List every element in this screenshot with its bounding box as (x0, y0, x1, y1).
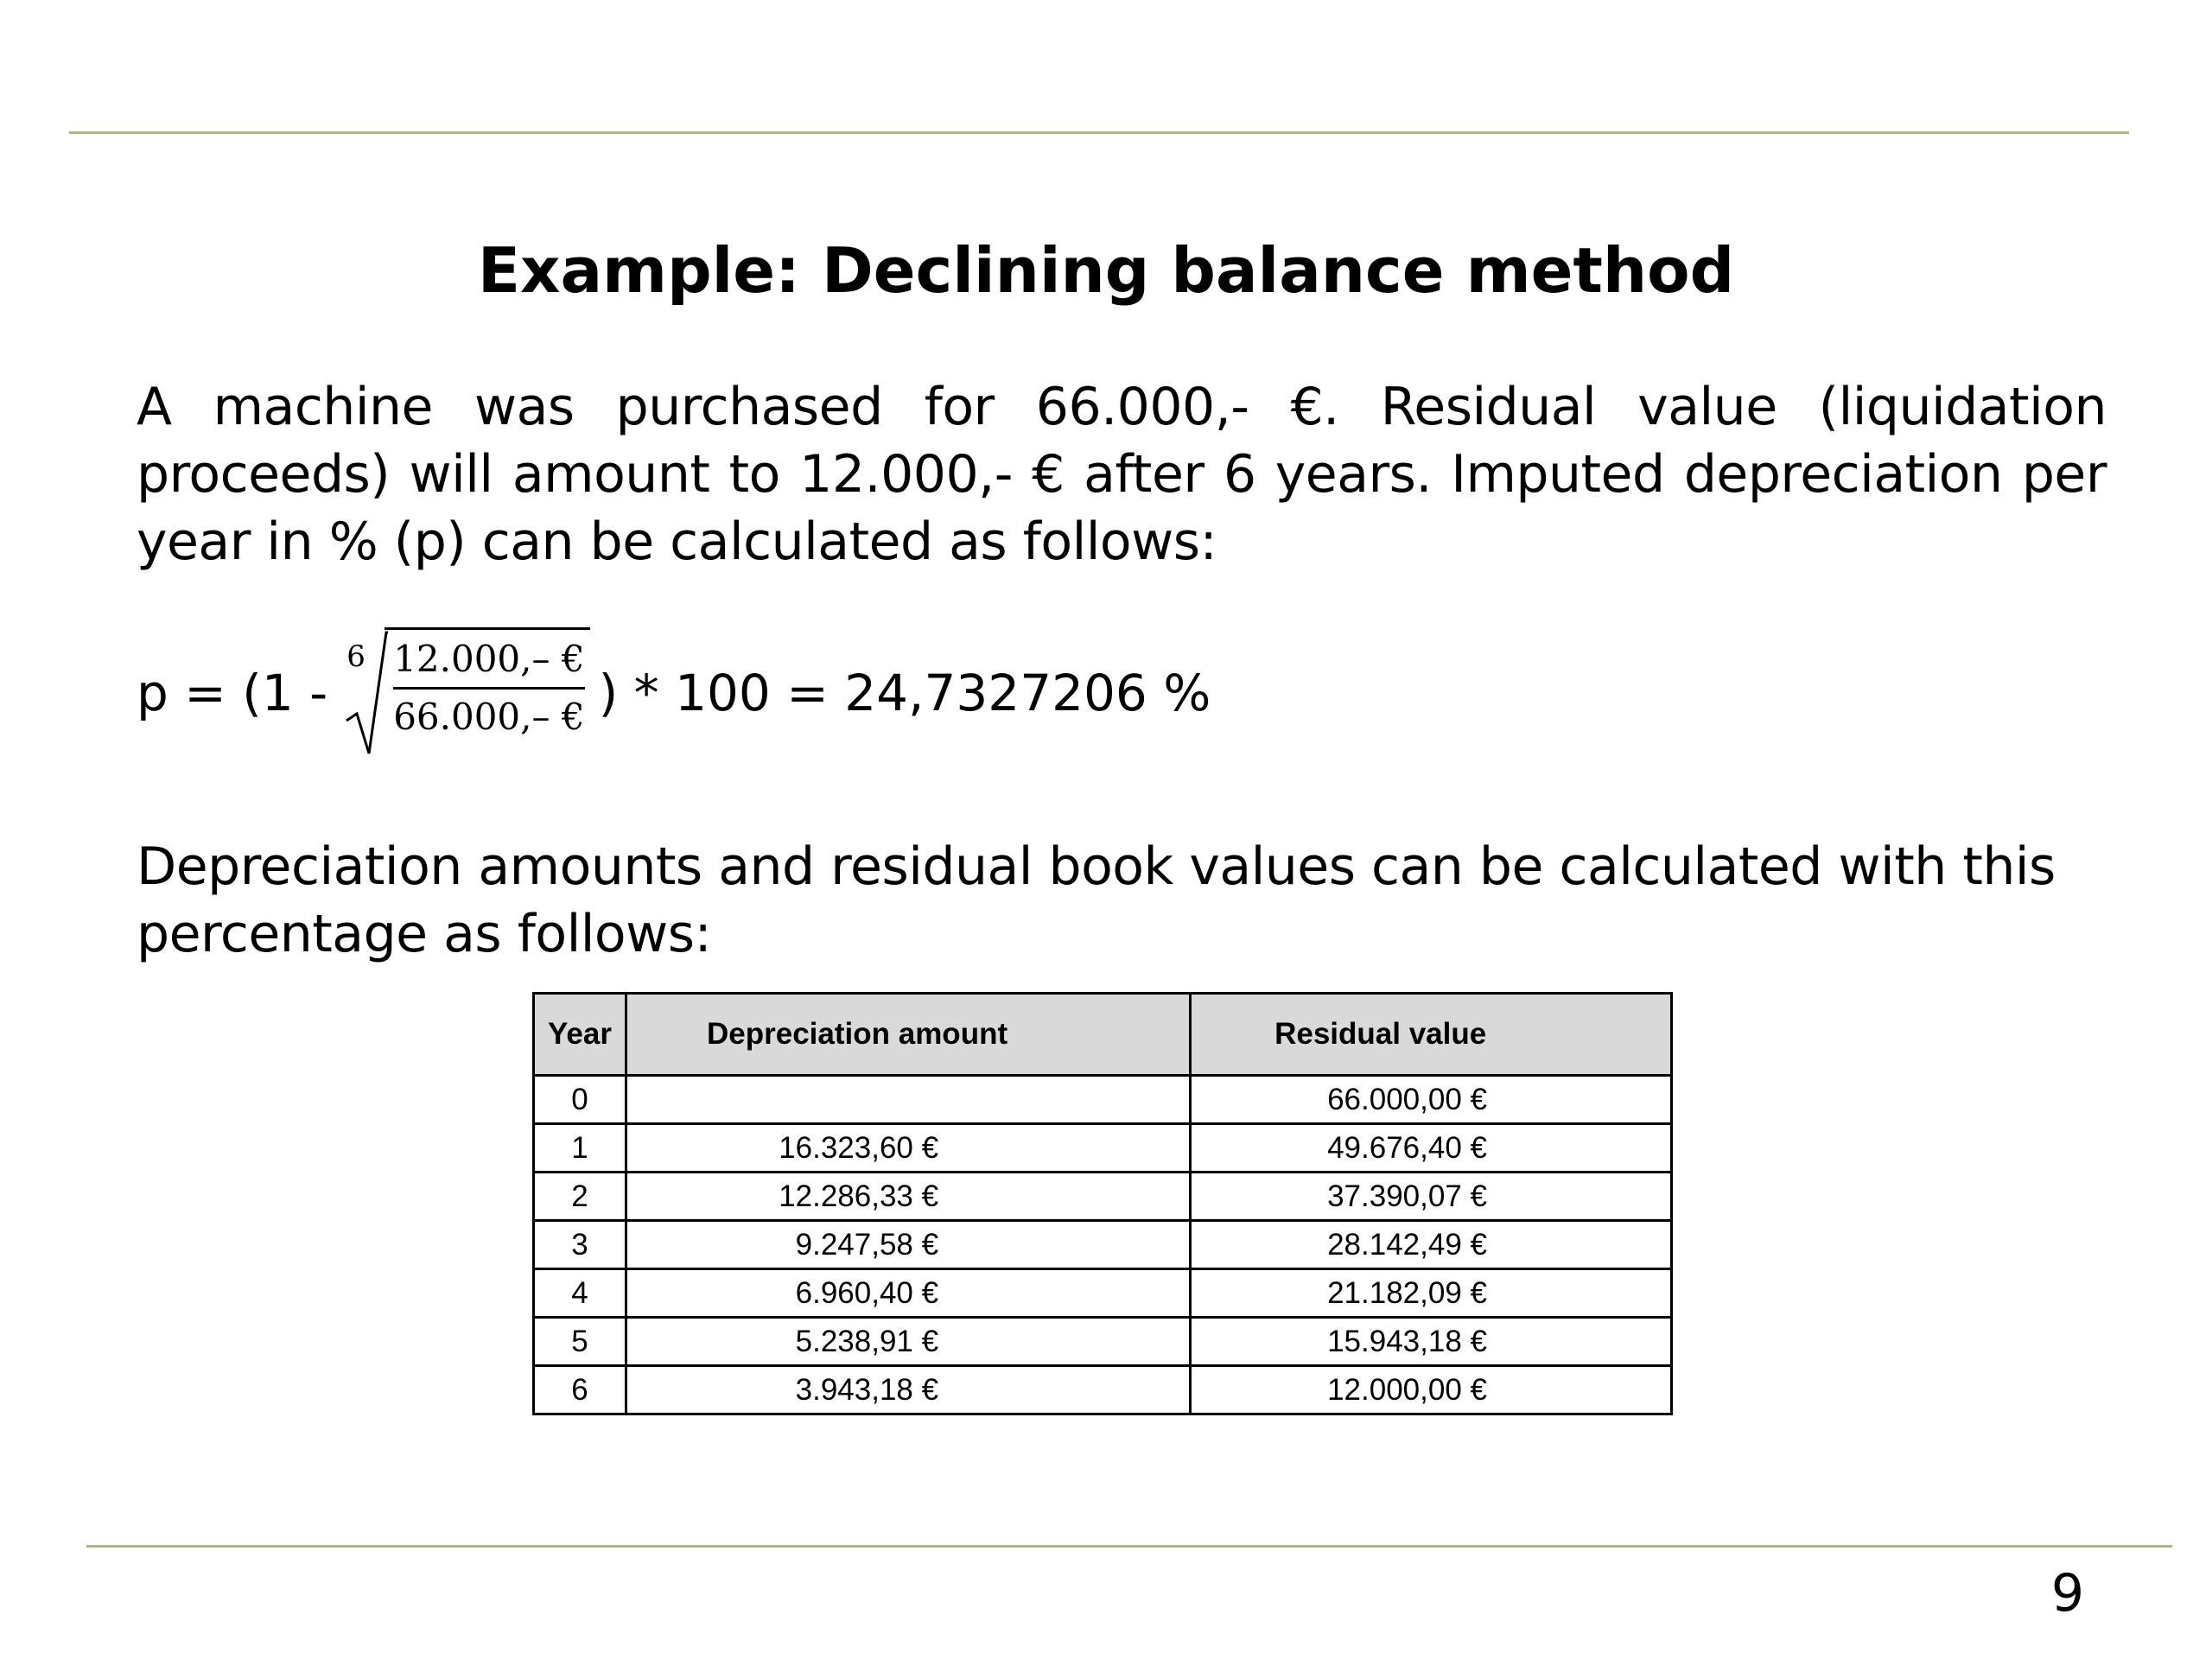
slide-title: Example: Declining balance method (477, 234, 1735, 307)
cell-year: 5 (534, 1318, 626, 1366)
cell-depreciation: 9.247,58 € (626, 1221, 1191, 1269)
cell-year: 4 (534, 1269, 626, 1318)
root-index: 6 (346, 639, 365, 674)
table-row (534, 1221, 1672, 1269)
cell-residual: 12.000,00 € (1191, 1366, 1672, 1414)
radicand-fraction (385, 627, 589, 741)
header-depreciation-amount: Depreciation amount (626, 994, 1191, 1076)
cell-depreciation: 12.286,33 € (626, 1173, 1191, 1221)
cell-residual: 28.142,49 € (1191, 1221, 1672, 1269)
table-header-row (534, 994, 1672, 1076)
table-row (534, 1366, 1672, 1414)
cell-residual: 15.943,18 € (1191, 1318, 1672, 1366)
cell-depreciation (626, 1076, 1191, 1124)
top-divider (69, 131, 2129, 134)
intro-paragraph: A machine was purchased for 66.000,- €. Residual value (liquidation proceeds) will amount to 12.000,- € after 6 years. Imputed depreciation per year in % (p) can be calculated as follows: (137, 377, 2107, 572)
cell-residual: 37.390,07 € (1191, 1173, 1672, 1221)
formula-suffix: ) * 100 = 24,7327206 % (598, 664, 1211, 722)
cell-residual: 49.676,40 € (1191, 1124, 1672, 1173)
cell-year: 0 (534, 1076, 626, 1124)
followup-paragraph: Depreciation amounts and residual book values can be calculated with this percentage as follows: (137, 836, 2056, 964)
fraction-numerator: 12.000,– € (393, 638, 585, 680)
table-row (534, 1124, 1672, 1173)
cell-depreciation: 16.323,60 € (626, 1124, 1191, 1173)
cell-residual: 66.000,00 € (1191, 1076, 1672, 1124)
sixth-root (343, 624, 589, 762)
fraction-denominator: 66.000,– € (393, 696, 585, 738)
cell-depreciation: 5.238,91 € (626, 1318, 1191, 1366)
depreciation-formula (137, 624, 1211, 762)
bottom-divider (86, 1545, 2172, 1548)
fraction-bar (393, 687, 584, 690)
cell-year: 1 (534, 1124, 626, 1173)
cell-year: 2 (534, 1173, 626, 1221)
header-residual-value: Residual value (1191, 994, 1672, 1076)
cell-year: 3 (534, 1221, 626, 1269)
table-row (534, 1269, 1672, 1318)
table-row (534, 1076, 1672, 1124)
page-number: 9 (2050, 1563, 2084, 1624)
cell-residual: 21.182,09 € (1191, 1269, 1672, 1318)
cell-depreciation: 3.943,18 € (626, 1366, 1191, 1414)
depreciation-table (532, 992, 1673, 1415)
cell-depreciation: 6.960,40 € (626, 1269, 1191, 1318)
cell-year: 6 (534, 1366, 626, 1414)
header-year: Year (534, 994, 626, 1076)
table-row (534, 1318, 1672, 1366)
formula-prefix: p = (1 - (137, 664, 328, 722)
table-row (534, 1173, 1672, 1221)
